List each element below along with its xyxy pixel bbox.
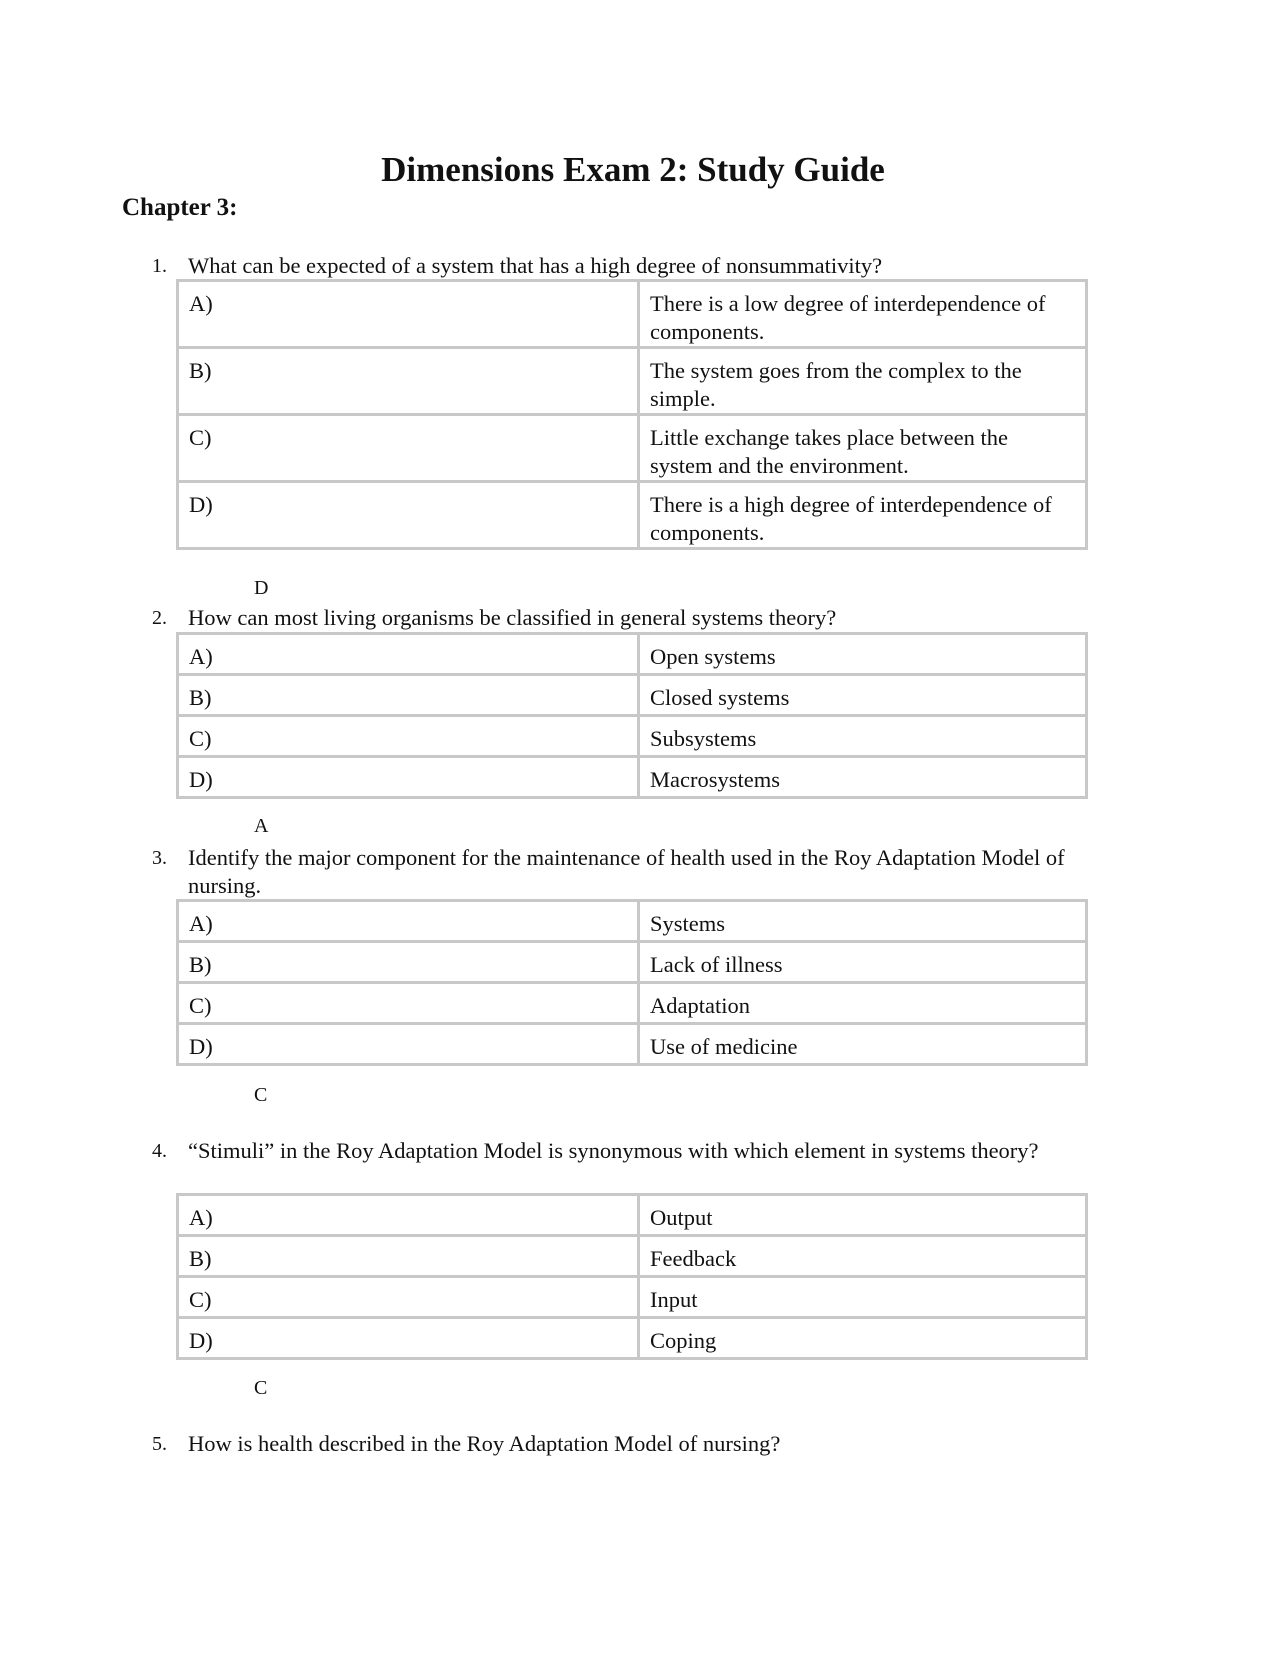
option-letter: C) [178, 415, 639, 482]
question-text: How is health described in the Roy Adaptation Model of nursing? [188, 1431, 781, 1456]
option-text: Input [639, 1277, 1087, 1318]
option-letter: D) [178, 1318, 639, 1359]
option-text: There is a high degree of interdependence of components. [639, 482, 1087, 549]
option-letter: D) [178, 757, 639, 798]
option-text: Macrosystems [639, 757, 1087, 798]
option-letter: A) [178, 1195, 639, 1236]
option-row [178, 757, 1087, 798]
question-number: 2. [152, 607, 167, 629]
option-text: Output [639, 1195, 1087, 1236]
options-table [176, 279, 1088, 550]
answer-key: D [254, 577, 269, 599]
option-text: The system goes from the complex to the simple. [639, 348, 1087, 415]
option-row [178, 348, 1087, 415]
options-table [176, 899, 1088, 1066]
option-text: Use of medicine [639, 1024, 1087, 1065]
option-text: Feedback [639, 1236, 1087, 1277]
option-row [178, 901, 1087, 942]
question-text: What can be expected of a system that has a high degree of nonsummativity? [188, 253, 883, 278]
option-row [178, 415, 1087, 482]
option-letter: A) [178, 901, 639, 942]
option-row [178, 1236, 1087, 1277]
option-text: There is a low degree of interdependence of components. [639, 281, 1087, 348]
option-row [178, 634, 1087, 675]
option-text: Little exchange takes place between the system and the environment. [639, 415, 1087, 482]
question-text: Identify the major component for the maintenance of health used in the Roy Adaptation Model of nursing. [188, 845, 1065, 898]
option-letter: C) [178, 983, 639, 1024]
option-row [178, 1024, 1087, 1065]
option-text: Closed systems [639, 675, 1087, 716]
option-letter: B) [178, 675, 639, 716]
option-row [178, 716, 1087, 757]
option-row [178, 482, 1087, 549]
option-row [178, 983, 1087, 1024]
question-text: How can most living organisms be classified in general systems theory? [188, 605, 837, 630]
option-letter: A) [178, 634, 639, 675]
option-text: Subsystems [639, 716, 1087, 757]
option-letter: C) [178, 1277, 639, 1318]
answer-key: C [254, 1084, 268, 1106]
option-letter: B) [178, 942, 639, 983]
options-table [176, 1193, 1088, 1360]
option-letter: D) [178, 1024, 639, 1065]
option-text: Coping [639, 1318, 1087, 1359]
question-number: 1. [152, 255, 167, 277]
option-text: Systems [639, 901, 1087, 942]
option-text: Lack of illness [639, 942, 1087, 983]
question-number: 3. [152, 847, 167, 869]
chapter-heading: Chapter 3: [122, 194, 238, 221]
answer-key: C [254, 1377, 268, 1399]
option-letter: B) [178, 1236, 639, 1277]
question-number: 5. [152, 1433, 167, 1455]
option-letter: C) [178, 716, 639, 757]
question-text: “Stimuli” in the Roy Adaptation Model is synonymous with which element in systems theory? [188, 1138, 1039, 1163]
option-text: Open systems [639, 634, 1087, 675]
answer-key: A [254, 815, 269, 837]
option-text: Adaptation [639, 983, 1087, 1024]
option-row [178, 281, 1087, 348]
question-number: 4. [152, 1140, 167, 1162]
document-title: Dimensions Exam 2: Study Guide [381, 150, 885, 189]
option-letter: B) [178, 348, 639, 415]
options-table [176, 632, 1088, 799]
option-letter: D) [178, 482, 639, 549]
option-row [178, 1277, 1087, 1318]
option-row [178, 942, 1087, 983]
option-row [178, 675, 1087, 716]
option-row [178, 1318, 1087, 1359]
option-row [178, 1195, 1087, 1236]
option-letter: A) [178, 281, 639, 348]
